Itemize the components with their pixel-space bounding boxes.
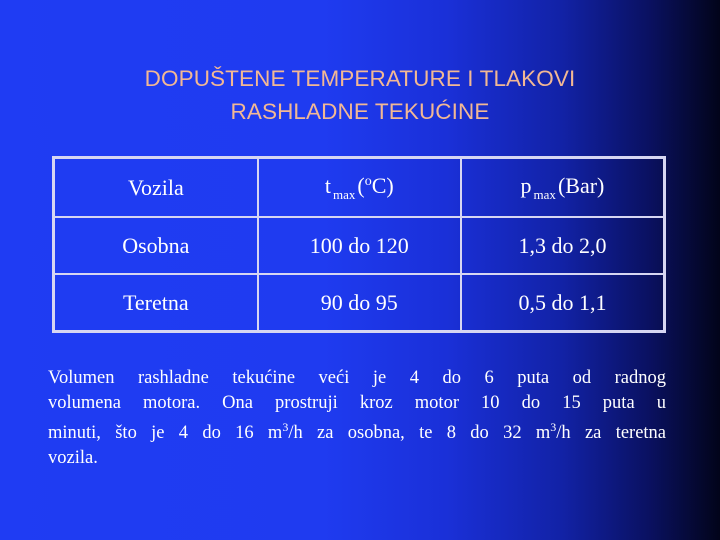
header-temp-subscript: max — [333, 186, 356, 202]
cell-t-max: 100 do 120 — [258, 217, 461, 274]
paragraph-line-3-part-a: minuti, što je 4 do 16 m — [48, 423, 283, 443]
header-vehicle-label: Vozila — [127, 174, 184, 200]
cell-t-max: 90 do 95 — [258, 274, 461, 332]
paragraph-line-1: Volumen rashladne tekućine veći je 4 do 6 puta od radnog — [48, 368, 666, 388]
header-vehicle — [54, 158, 258, 218]
header-temperature — [258, 158, 461, 218]
limits-table — [52, 156, 666, 333]
header-temp-open: ( — [357, 172, 365, 198]
paragraph-line-3-part-b: /h za osobna, te 8 do 32 m — [288, 423, 551, 443]
header-pressure — [461, 158, 665, 218]
header-temp-degree: o — [364, 173, 372, 189]
page-title — [0, 62, 720, 128]
header-pressure-symbol: p — [520, 172, 532, 198]
cubic-superscript-1: 3 — [282, 420, 289, 434]
description-paragraph — [48, 366, 666, 470]
title-line-2: RASHLADNE TEKUĆINE — [230, 99, 490, 124]
cell-p-max: 0,5 do 1,1 — [461, 274, 665, 332]
paragraph-line-2: volumena motora. Ona prostruji kroz motor 10 do 15 puta u — [48, 392, 666, 413]
table-row — [54, 274, 665, 332]
header-temp-symbol: t — [324, 172, 331, 198]
table-row — [54, 217, 665, 274]
table-header-row — [54, 158, 665, 218]
cell-vehicle: Teretna — [54, 274, 258, 332]
cubic-superscript-2: 3 — [550, 420, 557, 434]
paragraph-line-3 — [48, 415, 666, 446]
paragraph-line-3-part-c: /h za teretna — [556, 423, 667, 443]
paragraph-line-4: vozila. — [48, 447, 98, 468]
header-temp-unit: C) — [371, 172, 394, 198]
cell-vehicle: Osobna — [54, 217, 258, 274]
header-pressure-unit: (Bar) — [557, 172, 605, 198]
title-line-1: DOPUŠTENE TEMPERATURE I TLAKOVI — [144, 66, 576, 91]
header-pressure-subscript: max — [533, 186, 556, 202]
cell-p-max: 1,3 do 2,0 — [461, 217, 665, 274]
